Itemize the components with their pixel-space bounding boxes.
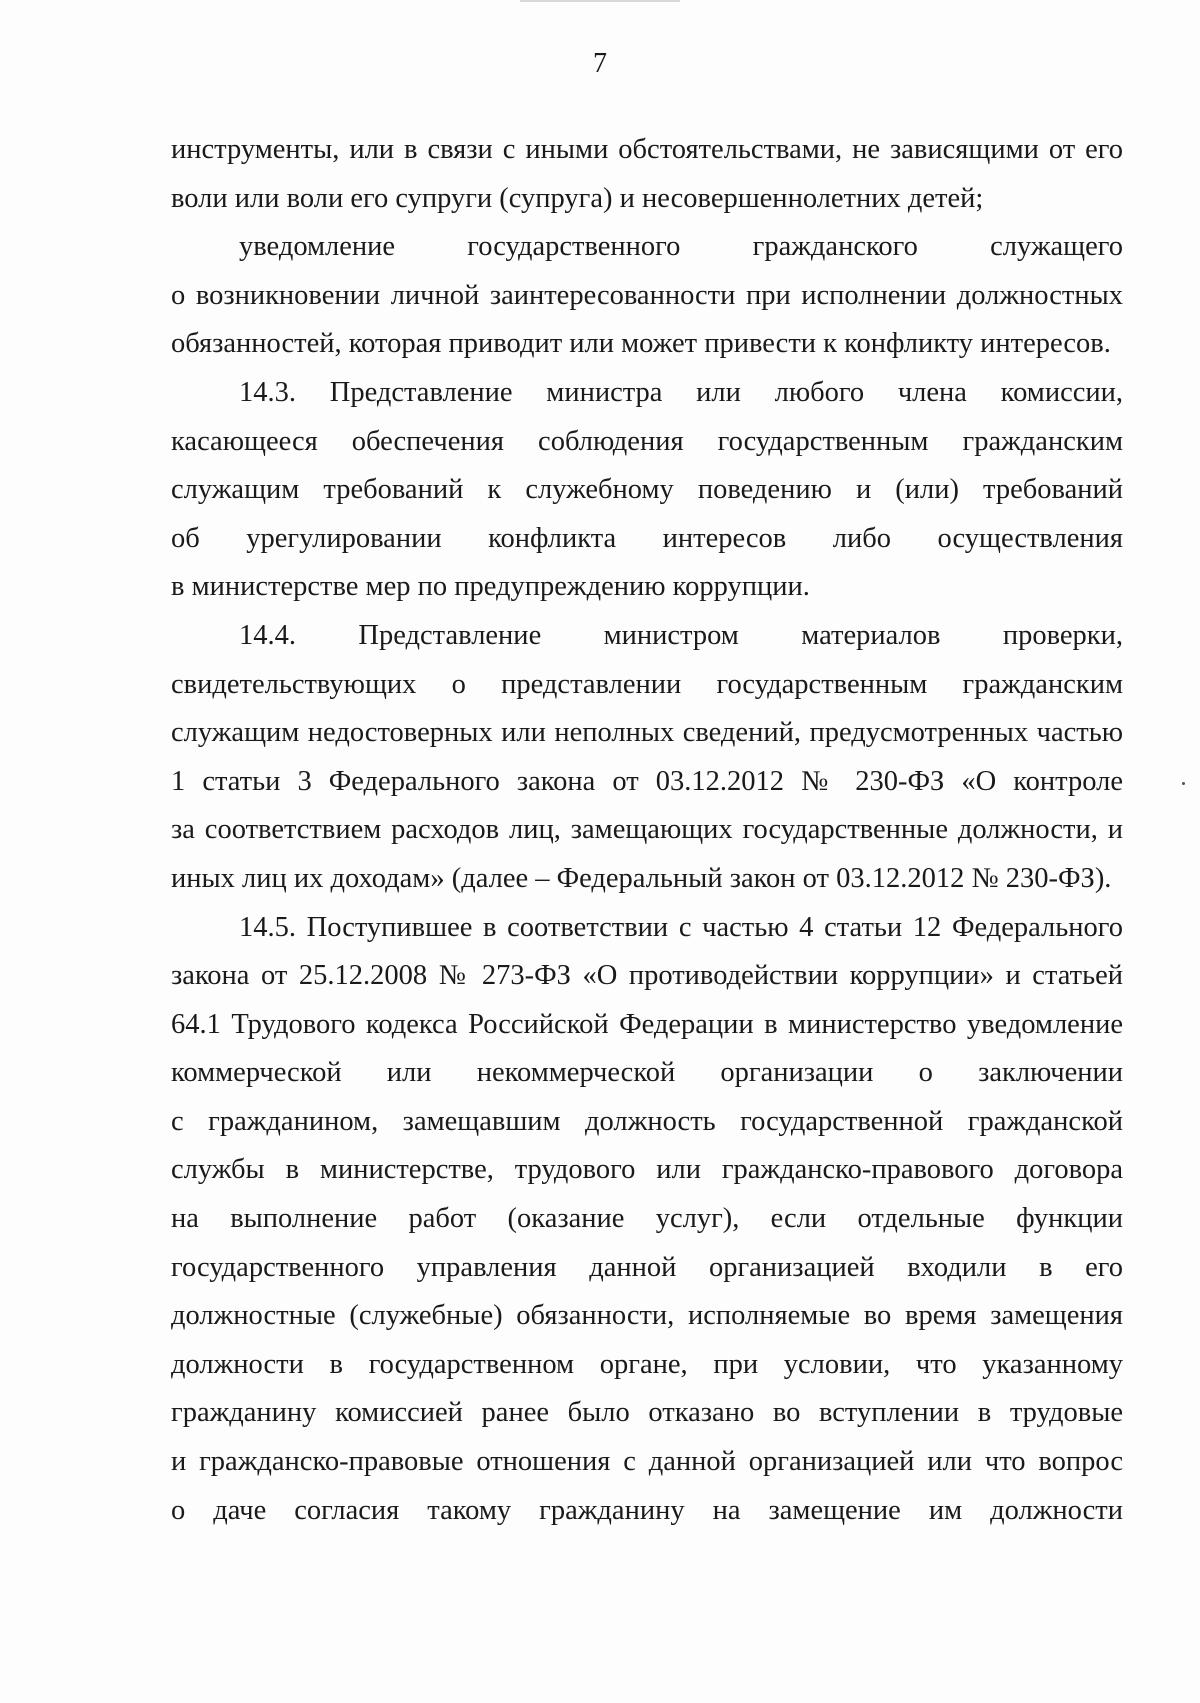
text-line: коммерческой или некоммерческой организации о заключении <box>171 1057 1123 1089</box>
text-line: о даче согласия такому гражданину на замещение им должности <box>171 1494 1123 1526</box>
text-line: должности в государственном органе, при условии, что указанному <box>171 1348 1123 1380</box>
text-line: службы в министерстве, трудового или гражданско-правового договора <box>171 1154 1123 1186</box>
text-line: служащим требований к служебному поведению и (или) требований <box>171 474 1123 506</box>
text-line: и гражданско-правовые отношения с данной организацией или что вопрос <box>171 1446 1123 1478</box>
text-line: гражданину комиссией ранее было отказано во вступлении в трудовые <box>171 1397 1123 1429</box>
document-body <box>171 126 1123 1535</box>
text-line: об урегулировании конфликта интересов либо осуществления <box>171 522 1123 554</box>
scan-artifact <box>520 0 680 2</box>
text-line: государственного управления данной организацией входили в его <box>171 1251 1123 1283</box>
text-line: свидетельствующих о представлении государственным гражданским <box>171 668 1123 700</box>
text-line: 14.3. Представление министра или любого члена комиссии, <box>239 376 1123 408</box>
text-line: 1 статьи 3 Федерального закона от 03.12.2012 № 230-ФЗ «О контроле <box>171 765 1123 797</box>
text-line: о возникновении личной заинтересованности при исполнении должностных <box>171 279 1123 311</box>
text-line: за соответствием расходов лиц, замещающих государственные должности, и <box>171 814 1123 846</box>
text-line: 14.4. Представление министром материалов проверки, <box>239 619 1123 651</box>
text-line: служащим недостоверных или неполных сведений, предусмотренных частью <box>171 717 1123 749</box>
page-number: 7 <box>593 48 607 79</box>
text-line: 64.1 Трудового кодекса Российской Федерации в министерство уведомление <box>171 1008 1123 1040</box>
text-line: с гражданином, замещавшим должность государственной гражданской <box>171 1105 1123 1137</box>
text-line: обязанностей, которая приводит или может привести к конфликту интересов. <box>171 328 1111 360</box>
text-line: 14.5. Поступившее в соответствии с частью 4 статьи 12 Федерального <box>239 911 1123 943</box>
scan-speck <box>1182 782 1185 785</box>
text-line: касающееся обеспечения соблюдения государственным гражданским <box>171 425 1123 457</box>
text-line: иных лиц их доходам» (далее – Федеральный закон от 03.12.2012 № 230-ФЗ). <box>171 862 1112 894</box>
text-line: инструменты, или в связи с иными обстоятельствами, не зависящими от его <box>171 134 1123 165</box>
text-line: закона от 25.12.2008 № 273-ФЗ «О противодействии коррупции» и статьей <box>171 960 1123 992</box>
text-line: воли или воли его супруги (супруга) и несовершеннолетних детей; <box>171 182 984 214</box>
text-line: в министерстве мер по предупреждению коррупции. <box>171 571 810 603</box>
text-line: на выполнение работ (оказание услуг), если отдельные функции <box>171 1203 1123 1235</box>
text-line: должностные (служебные) обязанности, исполняемые во время замещения <box>171 1300 1123 1332</box>
text-line: уведомление государственного гражданского служащего <box>239 231 1123 263</box>
